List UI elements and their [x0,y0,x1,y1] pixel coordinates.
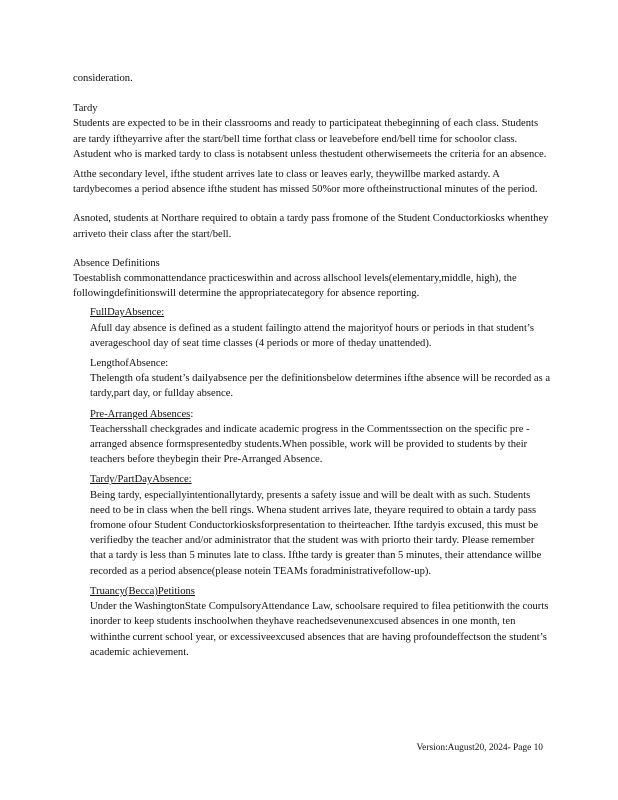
subsection-text-length-of-absence: Thelength ofa student’s dailyabsence per the definitionsbelow determines ifthe absence will be recorded as a tardy,part day, or fullday absence. [90,373,551,400]
subsection-title-full-day-absence: FullDayAbsence: [90,307,165,319]
subsection-text-tardy-part-day-absence: Being tardy, especiallyintentionallytardy, presents a safety issue and will be dealt with as such. Students need to be in class when the bell rings. Whena student arrives late, theyare required to obtain a tardy pass fromone ofour Student Conductorkiosksforpresentation to theirteacher. Ifthe tardyis excused, this must be verifiedby the teacher and/or administrator that the student was with priorto their tardy. Please remember that a tardy is less than 5 minutes late to class. Ifthe tardy is greater than 5 minutes, their attendance willbe recorded as a period absence(please notein TEAMs foradministrativefollow-up). [90,489,542,577]
page-content [73,71,551,660]
subsection-title-suffix-pre-arranged: : [190,408,194,420]
subsection-title-tardy-part-day-absence: Tardy/PartDayAbsence: [90,474,192,486]
tardy-paragraph-2: Atthe secondary level, ifthe student arrives late to class or leaves early, theywillbe marked astardy. A tardybecomes a period absence ifthe student has missed 50%or more oftheinstructional minutes of the period. [73,169,538,196]
section-heading-absence-definitions: Absence Definitions [73,257,160,269]
subsection-pre-arranged-absences [90,407,551,468]
subsection-tardy-part-day-absence [90,472,551,578]
tardy-paragraph-3: Asnoted, students at Northare required to obtain a tardy pass fromone of the Student Conductorkiosks whenthey arriveto their class after the start/bell. [73,213,549,240]
subsection-title-pre-arranged-absences: Pre-Arranged Absences [90,408,191,420]
section-heading-tardy: Tardy [73,103,98,115]
subsection-text-truancy-petitions: Under the WashingtonState CompulsoryAttendance Law, schoolsare required to filea petitionwith the courts inorder to keep students inschoolwhen theyhave reachedsevenunexcused absences in one month, ten withinthe current school year, or excessiveexcused absences that are having profoundeffectson the student’s academic achievement. [90,601,549,658]
subsection-text-full-day-absence: Afull day absence is defined as a student failingto attend the majorityof hours or periods in that student’s averageschool day of seat time classes (4 periods or more of theday unattended). [90,322,534,349]
subsection-full-day-absence [90,305,551,351]
absence-definitions-paragraph: Toestablish commonattendance practiceswithin and across allschool levels(elementary,middle, high), the followingdefinitionswill determine the appropriatecategory for absence reporting. [73,273,517,300]
tardy-paragraph-1: Students are expected to be in their classrooms and ready to participateat thebeginning of each class. Students are tardy iftheyarrive after the start/bell time forthat class or leavebefore end/bell time for schoolor class. Astudent who is marked tardy to class is notabsent unless thestudent otherwisemeets the criteria for an absence. [73,118,547,160]
subsection-length-of-absence [90,356,551,402]
subsection-title-length-of-absence: LengthofAbsence: [90,358,169,370]
subsection-truancy-petitions [90,584,551,660]
subsection-title-truancy-petitions: Truancy(Becca)Petitions [90,585,195,597]
subsection-text-pre-arranged-absences: Teachersshall checkgrades and indicate academic progress in the Commentssection on the specific pre -arranged absence formspresentedby students.When possible, work will be provided to students by their teachers before theybegin their Pre-Arranged Absence. [90,423,530,466]
page-footer: Version:August20, 2024- Page 10 [416,743,543,753]
intro-line: consideration. [73,73,133,84]
